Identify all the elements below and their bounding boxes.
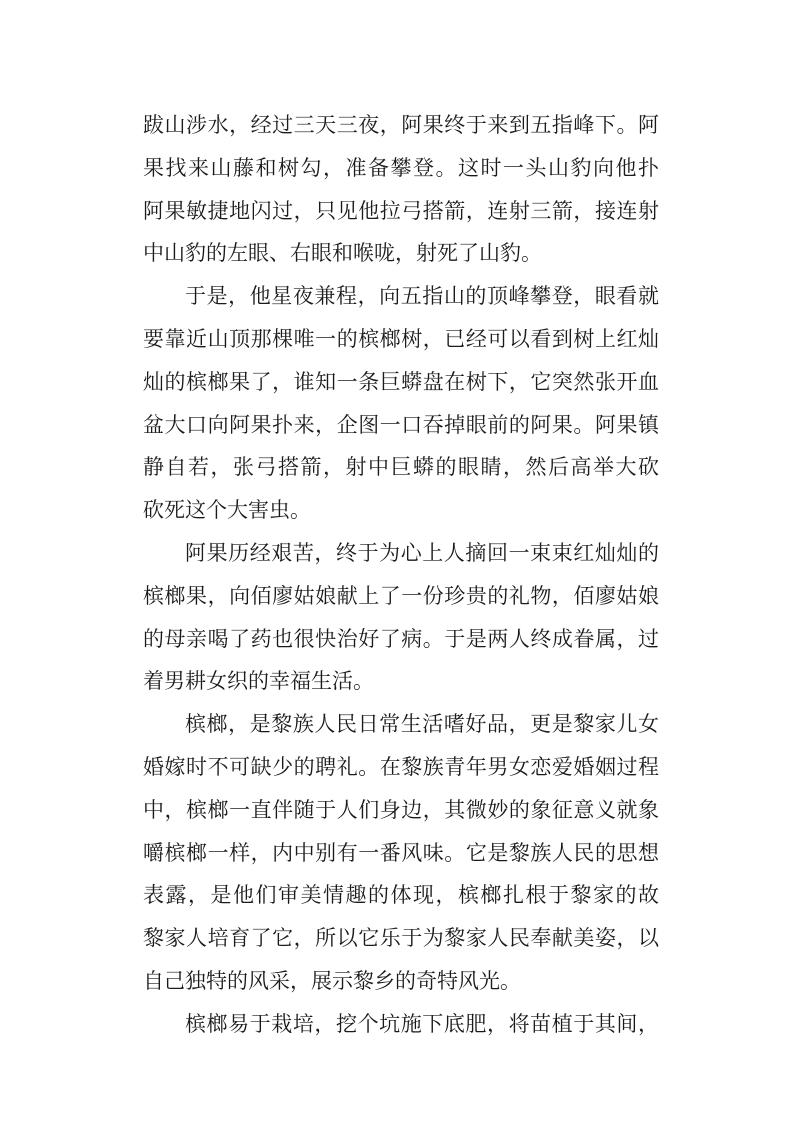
- text-line: 着男耕女织的幸福生活。: [143, 669, 374, 694]
- text-line: 自己独特的风采，展示黎乡的奇特风光。: [143, 968, 521, 993]
- text-line: 阿果历经艰苦，终于为心上人摘回一束束红灿灿的: [185, 540, 659, 565]
- paragraph: [143, 275, 659, 532]
- text-line: 中山豹的左眼、右眼和喉咙，射死了山豹。: [143, 241, 542, 266]
- text-line: 灿的槟榔果了，谁知一条巨蟒盘在树下，它突然张开血: [143, 369, 659, 394]
- text-line: 砍死这个大害虫。: [143, 498, 311, 523]
- paragraph: [143, 703, 659, 1003]
- text-line: 阿果敏捷地闪过，只见他拉弓搭箭，连射三箭，接连射: [143, 198, 659, 223]
- text-line: 黎家人培育了它，所以它乐于为黎家人民奉献美姿，以: [143, 926, 659, 951]
- paragraph: [143, 104, 659, 275]
- text-line: 跋山涉水，经过三天三夜，阿果终于来到五指峰下。阿: [143, 113, 659, 137]
- text-line: 果找来山藤和树勾，准备攀登。这时一头山豹向他扑: [143, 155, 659, 180]
- text-line: 槟榔果，向佰廖姑娘献上了一份珍贵的礼物，佰廖姑娘: [143, 583, 659, 608]
- text-line: 静自若，张弓搭箭，射中巨蟒的眼睛，然后高举大砍: [143, 455, 659, 480]
- text-line: 表露，是他们审美情趣的体现，槟榔扎根于黎家的故: [143, 883, 659, 908]
- text-line: 婚嫁时不可缺少的聘礼。在黎族青年男女恋爱婚姻过程: [143, 754, 659, 779]
- text-line: 槟榔易于栽培，挖个坑施下底肥，将苗植于其间，: [185, 1011, 659, 1036]
- document-body: [143, 104, 659, 1046]
- text-line: 中，槟榔一直伴随于人们身边，其微妙的象征意义就象: [143, 797, 659, 822]
- paragraph: [143, 1003, 659, 1046]
- text-line: 于是，他星夜兼程，向五指山的顶峰攀登，眼看就: [185, 284, 659, 309]
- text-line: 的母亲喝了药也很快治好了病。于是两人终成眷属，过: [143, 626, 659, 651]
- text-line: 要靠近山顶那棵唯一的槟榔树，已经可以看到树上红灿: [143, 326, 659, 351]
- text-line: 槟榔，是黎族人民日常生活嗜好品，更是黎家儿女: [185, 712, 659, 737]
- paragraph: [143, 532, 659, 703]
- text-line: 盆大口向阿果扑来，企图一口吞掉眼前的阿果。阿果镇: [143, 412, 659, 437]
- text-line: 嚼槟榔一样，内中别有一番风味。它是黎族人民的思想: [143, 840, 659, 865]
